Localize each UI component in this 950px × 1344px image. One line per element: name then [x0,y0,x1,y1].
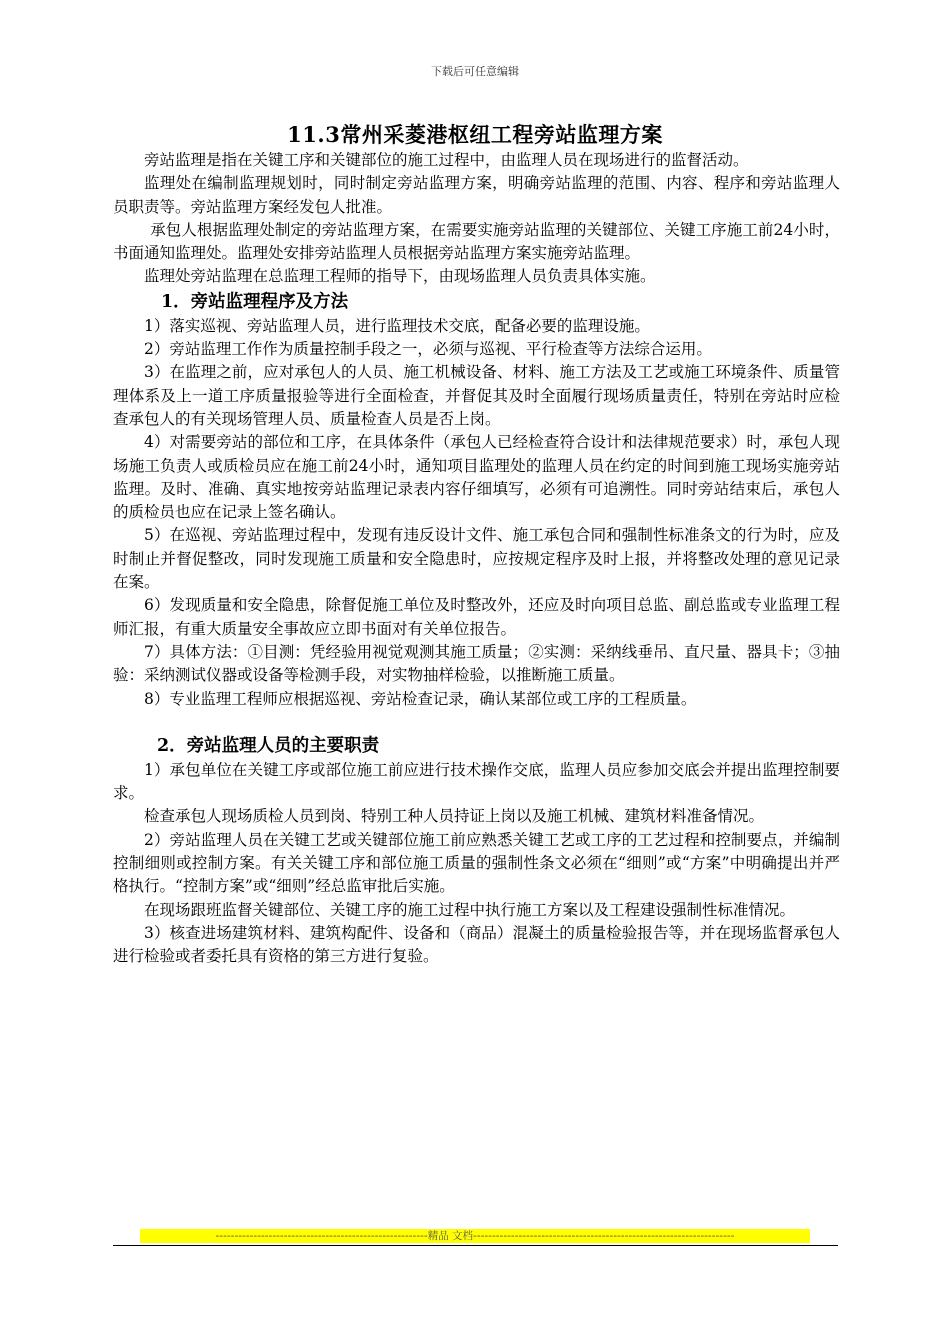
section2-item: 1）承包单位在关键工序或部位施工前应进行技术操作交底，监理人员应参加交底会并提出监理控制要求。 [113,760,840,803]
footer-banner: --------------------------------------------------------精品 文档--------------------------------------------------------------------- [140,1229,810,1243]
page-title: 11.3常州采菱港枢纽工程旁站监理方案 [287,122,663,147]
section2-item: 2）旁站监理人员在关键工艺或关键部位施工前应熟悉关键工艺或工序的工艺过程和控制要点，并编制控制细则或控制方案。有关关键工序和部位施工质量的强制性条文必须在“细则”或“方案”中明确提出并严格执行。“控制方案”或“细则”经总监审批后实施。 [113,830,840,896]
section-heading-1: 1．旁站监理程序及方法 [161,291,349,312]
footer-divider [113,1245,838,1246]
document-body [113,149,840,969]
section1-item: 7）具体方法：①目测：凭经验用视觉观测其施工质量；②实测：采纳线垂吊、直尺量、器具卡；③抽验：采纳测试仪器或设备等检测手段，对实物抽样检验，以推断施工质量。 [113,642,840,685]
header-note: 下载后可任意编辑 [431,65,519,78]
section1-item: 6）发现质量和安全隐患，除督促施工单位及时整改外，还应及时向项目总监、副总监或专业监理工程师汇报，有重大质量安全事故应立即书面对有关单位报告。 [113,596,840,638]
intro-paragraph: 旁站监理是指在关键工序和关键部位的施工过程中，由监理人员在现场进行的监督活动。 [144,151,749,169]
section2-item: 3）核查进场建筑材料、建筑构配件、设备和（商品）混凝土的质量检验报告等，并在现场监督承包人进行检验或者委托具有资格的第三方进行复验。 [113,923,840,966]
section1-item: 5）在巡视、旁站监理过程中，发现有违反设计文件、施工承包合同和强制性标准条文的行为时，应及时制止并督促整改，同时发现施工质量和安全隐患时，应按规定程序及时上报，并将整改处理的意见记录在案。 [113,526,840,592]
intro-paragraph: 监理处旁站监理在总监理工程师的指导下，由现场监理人员负责具体实施。 [144,267,656,286]
section1-item: 4）对需要旁站的部位和工序，在具体条件（承包人已经检查符合设计和法律规范要求）时，承包人现场施工负责人或质检员应在施工前24小时，通知项目监理处的监理人员在约定的时间到施工现场实施旁站监理。及时、准确、真实地按旁站监理记录表内容仔细填写，必须有可追溯性。同时旁站结束后，承包人的质检员也应在记录上签名确认。 [113,433,840,522]
section2-item: 检查承包人现场质检人员到岗、特别工种人员持证上岗以及施工机械、建筑材料准备情况。 [144,807,765,826]
intro-paragraph: 监理处在编制监理规划时，同时制定旁站监理方案，明确旁站监理的范围、内容、程序和旁站监理人员职责等。旁站监理方案经发包人批准。 [113,174,840,216]
section1-item: 1）落实巡视、旁站监理人员，进行监理技术交底，配备必要的监理设施。 [144,316,650,335]
section2-item: 在现场跟班监督关键部位、关键工序的施工过程中执行施工方案以及工程建设强制性标准情况。 [144,900,796,919]
section1-item: 2）旁站监理工作作为质量控制手段之一，必须与巡视、平行检查等方法综合运用。 [144,340,712,359]
section1-item: 8）专业监理工程师应根据巡视、旁站检查记录，确认某部位或工序的工程质量。 [144,689,697,708]
intro-paragraph: 承包人根据监理处制定的旁站监理方案，在需要实施旁站监理的关键部位、关键工序施工前24小时，书面通知监理处。监理处安排旁站监理人员根据旁站监理方案实施旁站监理。 [113,220,840,263]
section1-item: 3）在监理之前，应对承包人的人员、施工机械设备、材料、施工方法及工艺或施工环境条件、质量管理体系及上一道工序质量报验等进行全面检查，并督促其及时全面履行现场质量责任，特别在旁站时应检查承包人的有关现场管理人员、质量检查人员是否上岗。 [113,363,840,428]
section-heading-2: 2．旁站监理人员的主要职责 [157,735,380,756]
